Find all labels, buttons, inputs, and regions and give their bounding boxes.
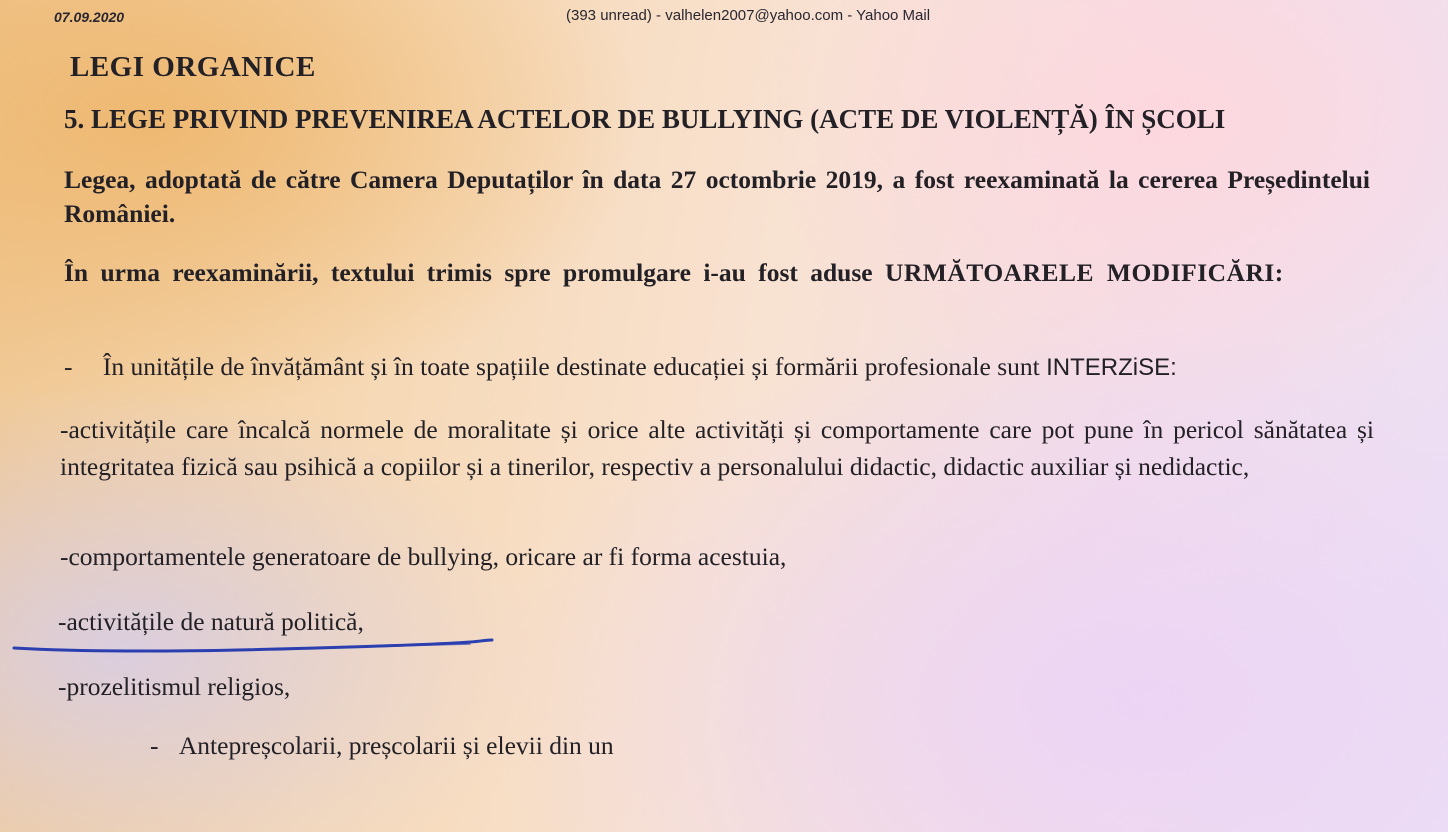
modifications-emphasis: URMĂTOARELE MODIFICĂRI: [884, 258, 1284, 287]
list-item-preschoolers-bullet: - [150, 731, 159, 760]
intro-paragraph: Legea, adoptată de către Camera Deputaților în data 27 octombrie 2019, a fost reexaminată la cererea Președintelui României. [64, 165, 1370, 228]
forbidden-keyword: INTERZiSE: [1046, 354, 1177, 381]
list-item-political: -activitățile de natură politică, [58, 607, 364, 636]
list-item-bullying: -comportamentele generatoare de bullying, oricare ar fi forma acestuia, [60, 542, 787, 571]
section-title: LEGI ORGANICE [70, 51, 316, 83]
modifications-lead: În urma reexaminării, textului trimis spre promulgare i-au fost aduse [64, 258, 873, 287]
law-title: 5. LEGE PRIVIND PREVENIREA ACTELOR DE BULLYING (ACTE DE VIOLENȚĂ) ÎN ȘCOLI [64, 104, 1226, 134]
list-item-morality: -activitățile care încalcă normele de moralitate și orice alte activități și comportamente care pot pune în pericol sănătatea și integritatea fizică sau psihică a copiilor și a tinerilor, respectiv a personalului didactic, didactic auxiliar și nedidactic, [60, 415, 1374, 481]
forbidden-intro-text: În unitățile de învățământ și în toate spațiile destinate educației și formării profesionale sunt [102, 352, 1040, 381]
list-item-preschoolers-text: Antepreșcolarii, preșcolarii și elevii din un [178, 731, 614, 760]
mail-window-title: (393 unread) - valhelen2007@yahoo.com - Yahoo Mail [566, 7, 931, 24]
list-item-religious: -prozelitismul religios, [58, 672, 291, 701]
print-date: 07.09.2020 [54, 9, 125, 25]
forbidden-intro-bullet: - [64, 352, 73, 381]
